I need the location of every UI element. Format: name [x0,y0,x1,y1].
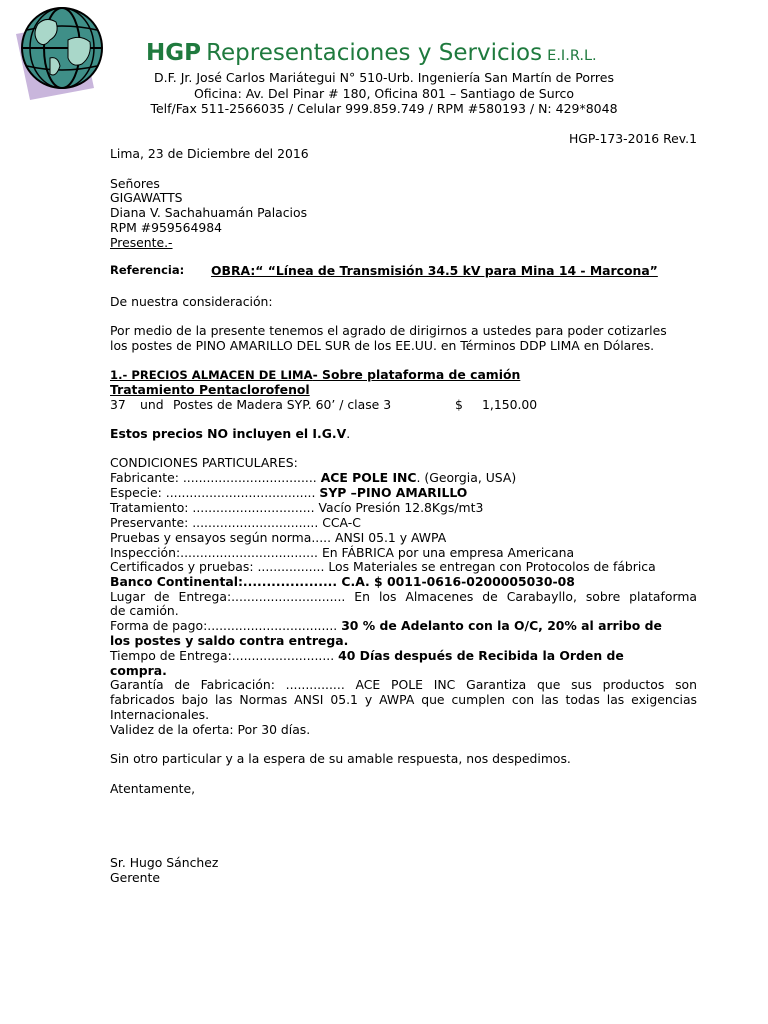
condition-banco [110,574,575,589]
condition-validez: Validez de la oferta: Por 30 días. [110,722,311,737]
tratamiento-value: Vacío Presión 12.8Kgs/mt3 [318,500,484,515]
pruebas-value: ANSI 05.1 y AWPA [335,530,447,545]
intro-line-2: los postes de PINO AMARILLO DEL SUR de los EE.UU. en Términos DDP LIMA en Dólares. [110,338,655,353]
recipient-presente: Presente.- [110,235,173,250]
recipient-salutation: Señores [110,176,160,191]
condition-garantia-line-3: Internacionales. [110,707,210,722]
condition-garantia-line-1: Garantía de Fabricación: ............... ACE POLE INC Garantiza que sus productos son [110,677,697,692]
banco-value: C.A. $ 0011-0616-0200005030-08 [341,574,575,589]
tiempo-value: 40 Días después de Recibida la Orden de [338,648,624,663]
item-description: Postes de Madera SYP. 60’ / clase 3 [173,397,392,412]
atentamente: Atentamente, [110,781,196,796]
condition-lugar-line-2: de camión. [110,603,179,618]
brand-suffix: E.I.R.L. [547,48,597,64]
pruebas-label: Pruebas y ensayos según norma..... [110,530,332,545]
condition-pago [110,618,662,633]
condition-pruebas [110,530,446,545]
condition-lugar-line-1: Lugar de Entrega:............................. En los Almacenes de Carabayllo, sobre plataforma [110,589,697,604]
section1-title-a: 1.- PRECIOS ALMACEN DE LIMA [110,368,313,382]
recipient-company: GIGAWATTS [110,190,183,205]
section1-title-line2: Tratamiento Pentaclorofenol [110,382,310,397]
item-unit: und [140,397,164,412]
signature-name: Sr. Hugo Sánchez [110,855,219,870]
preservante-label: Preservante: ................................ [110,515,319,530]
fabricante-extra: . (Georgia, USA) [416,470,517,485]
igv-note [110,426,350,441]
condition-garantia-line-2: fabricados bajo las Normas ANSI 05.1 y AWPA que cumplen con las todas las exigencias [110,692,697,707]
condition-preservante [110,515,361,530]
igv-note-c: incluyen el I.G.V [228,426,347,441]
item-currency: $ [455,397,463,412]
pago-label: Forma de pago:................................. [110,618,338,633]
price-item-row [110,397,590,412]
condition-certificados [110,559,656,574]
certificados-value: Los Materiales se entregan con Protocolos de fábrica [328,559,656,574]
preservante-value: CCA-C [322,515,361,530]
recipient-rpm: RPM #959564984 [110,220,223,235]
section1-title-b: - Sobre plataforma de camión [312,367,521,382]
tratamiento-label: Tratamiento: ............................... [110,500,315,515]
header-contact: Telf/Fax 511-2566035 / Celular 999.859.749 / RPM #580193 / N: 429*8048 [150,101,618,116]
conditions-title: CONDICIONES PARTICULARES: [110,455,298,470]
condition-inspeccion [110,545,574,560]
certificados-label: Certificados y pruebas: ................. [110,559,325,574]
reference-label: Referencia: [110,263,185,277]
pago-value: 30 % de Adelanto con la O/C, 20% al arribo de [341,618,662,633]
inspeccion-label: Inspección:................................... [110,545,318,560]
tiempo-label: Tiempo de Entrega:.......................... [110,648,335,663]
greeting: De nuestra consideración: [110,294,273,309]
especie-value: SYP –PINO AMARILLO [319,485,468,500]
header-address-2: Oficina: Av. Del Pinar # 180, Oficina 801 – Santiago de Surco [193,86,575,101]
condition-tiempo-line-2: compra. [110,663,167,678]
company-name [146,40,597,66]
fabricante-value: ACE POLE INC [320,470,417,485]
condition-especie [110,485,467,500]
fabricante-label: Fabricante: .................................. [110,470,317,485]
condition-tratamiento [110,500,483,515]
condition-fabricante [110,470,516,485]
igv-note-a: Estos precios [110,426,208,441]
recipient-person: Diana V. Sachahuamán Palacios [110,205,308,220]
especie-label: Especie: ...................................... [110,485,316,500]
reference-value: OBRA:“ “Línea de Transmisión 34.5 kV para Mina 14 - Marcona” [211,263,658,278]
signature-title: Gerente [110,870,161,885]
inspeccion-value: En FÁBRICA por una empresa Americana [321,545,575,560]
closing-text: Sin otro particular y a la espera de su amable respuesta, nos despedimos. [110,751,571,766]
document-reference-number: HGP-173-2016 Rev.1 [568,131,697,146]
section1-title [110,367,520,383]
igv-note-d: . [346,426,351,441]
intro-line-1: Por medio de la presente tenemos el agrado de dirigirnos a ustedes para poder cotizarles [110,323,667,338]
condition-pago-line-2: los postes y saldo contra entrega. [110,633,349,648]
condition-tiempo [110,648,624,663]
item-price: 1,150.00 [482,397,538,412]
igv-note-b: NO [207,426,229,441]
banco-label: Banco Continental:.................... [110,574,338,589]
brand-hgp: HGP [146,40,201,66]
header-address-1: D.F. Jr. José Carlos Mariátegui N° 510-Urb. Ingeniería San Martín de Porres [154,70,614,85]
item-qty: 37 [110,397,126,412]
date-line: Lima, 23 de Diciembre del 2016 [110,146,309,161]
brand-name: Representaciones y Servicios [206,40,543,66]
